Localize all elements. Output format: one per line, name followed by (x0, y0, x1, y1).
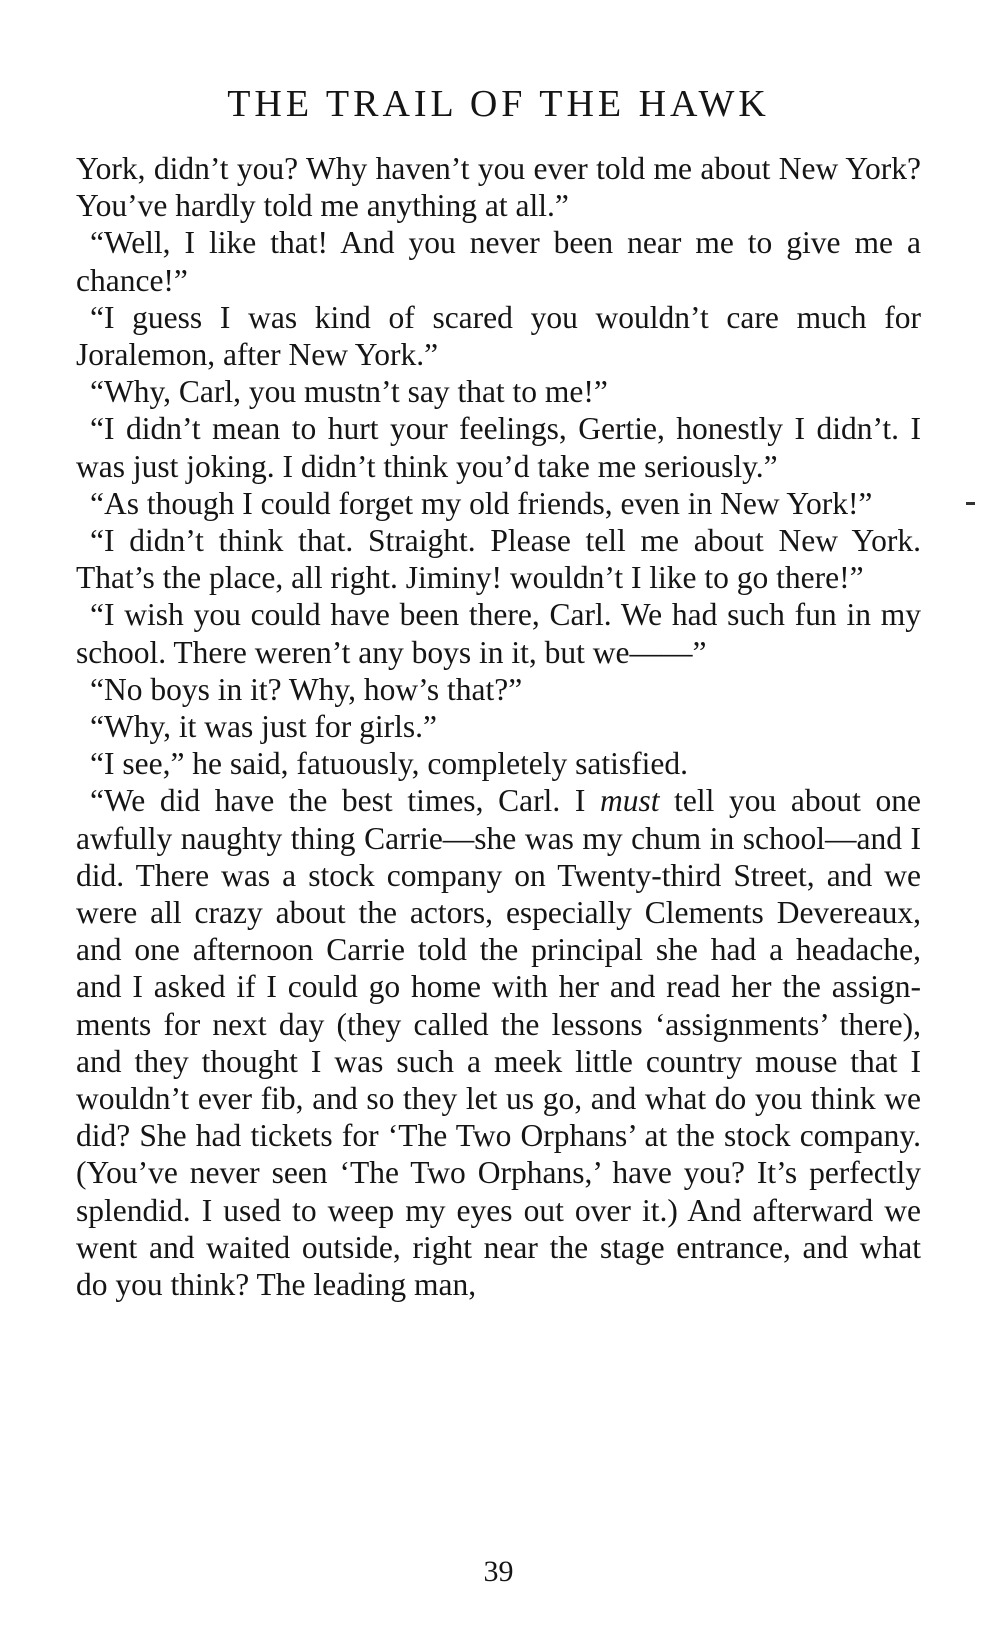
paragraph-last (76, 782, 921, 1303)
text-run: “We did have the best times, Carl. I (90, 783, 600, 819)
paragraph: “Why, it was just for girls.” (90, 709, 438, 745)
paragraph: “I guess I was kind of scared you wouldn’t care much for Joralemon, after New York.” (76, 299, 921, 373)
paragraph: “I see,” he said, fatuously, completely satisfied. (90, 746, 689, 782)
page-number: 39 (483, 1555, 514, 1588)
paragraph: “I didn’t mean to hurt your feelings, Gertie, honestly I didn’t. I was just joking. I didn’t think you’d take me seriously.” (76, 411, 921, 484)
running-head: THE TRAIL OF THE HAWK (227, 83, 770, 125)
emphasis-text: must (599, 783, 660, 819)
paragraph: “I wish you could have been there, Carl. We had such fun in my school. There weren’t any boys in it, but we——” (76, 597, 921, 670)
text-run: tell you about one awfully naughty thing Carrie—she was my chum in school—and I did. There was a stock company on Twenty-third Street, and we were all crazy about the actors, especially Clements Devereaux, and one afternoon Carrie told the principal she had a headache, and I asked if I could go home with her and read her the assignments for next day (they called the lessons ‘assignments’ there), and they thought I was such a meek little country mouse that I wouldn’t ever fib, and so they let us go, and what do you think we did? She had tickets for ‘The Two Orphans’ at the stock company. (You’ve never seen ‘The Two Orphans,’ have you? It’s perfectly splendid. I used to weep my eyes out over it.) And afterward we went and waited outside, right near the stage entrance, and what do you think? The leading man, (76, 783, 922, 1303)
scan-mark (966, 502, 975, 505)
paragraph: “As though I could forget my old friends, even in New York!” (90, 485, 873, 521)
paragraph: “I didn’t think that. Straight. Please tell me about New York. That’s the place, all right. Jiminy! wouldn’t I like to go there!” (76, 523, 921, 596)
paragraph-continued: York, didn’t you? Why haven’t you ever told me about New York? You’ve hardly told me anything at all.” (76, 151, 921, 224)
body-text (76, 150, 921, 1303)
paragraph: “Why, Carl, you mustn’t say that to me!” (90, 374, 608, 410)
paragraph: “Well, I like that! And you never been near me to give me a chance!” (76, 225, 921, 298)
paragraph: “No boys in it? Why, how’s that?” (90, 671, 523, 707)
